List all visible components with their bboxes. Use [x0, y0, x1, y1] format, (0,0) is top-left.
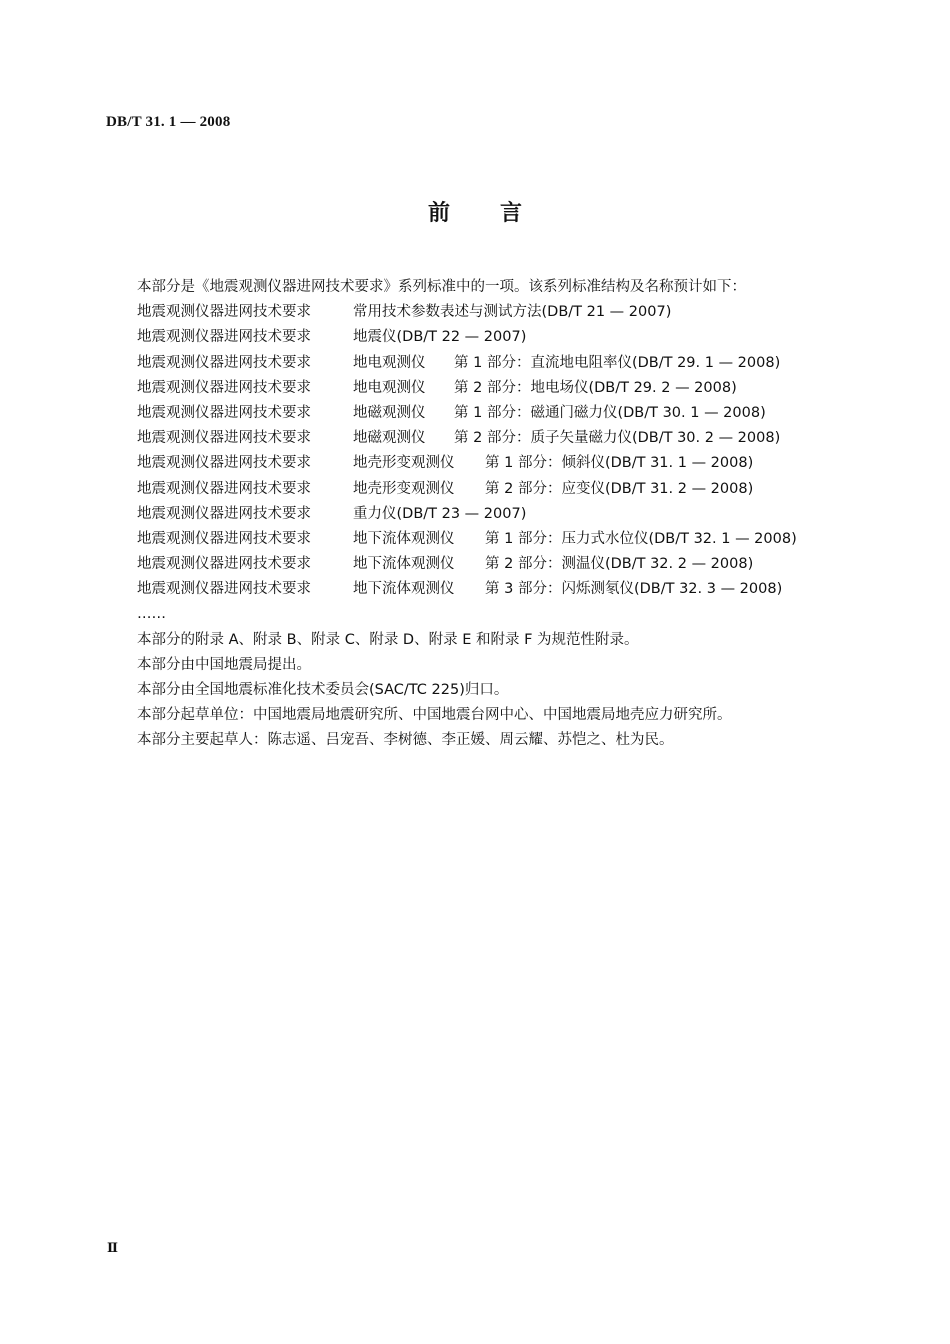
paragraph-committee: 本部分由全国地震标准化技术委员会(SAC/TC 225)归口。 [137, 682, 509, 698]
paragraph-proposer: 本部分由中国地震局提出。 [137, 656, 311, 673]
series-main-title: 地震观测仪器进网技术要求 [137, 304, 311, 321]
series-main-title: 地震观测仪器进网技术要求 [137, 404, 311, 421]
series-item [137, 577, 857, 602]
intro-paragraph: 本部分是《地震观测仪器进网技术要求》系列标准中的一项。该系列标准结构及名称预计如下： [137, 279, 746, 295]
series-item [137, 477, 857, 502]
series-item [137, 325, 857, 350]
series-item [137, 552, 857, 577]
series-category: 地下流体观测仪 [353, 530, 455, 547]
series-item [137, 527, 857, 552]
series-part: 第 1 部分：压力式水位仪(DB/T 32. 1 — 2008) [485, 530, 797, 547]
series-item [137, 401, 857, 426]
foreword-body [137, 275, 857, 754]
series-part: 第 2 部分：质子矢量磁力仪(DB/T 30. 2 — 2008) [454, 430, 781, 447]
series-main-title: 地震观测仪器进网技术要求 [137, 354, 311, 371]
series-category: 地电观测仪 [353, 379, 426, 396]
series-main-title: 地震观测仪器进网技术要求 [137, 581, 311, 598]
series-part: 第 2 部分：地电场仪(DB/T 29. 2 — 2008) [454, 379, 737, 396]
series-main-title: 地震观测仪器进网技术要求 [137, 480, 311, 497]
series-category: 地壳形变观测仪 [353, 455, 455, 472]
series-category: 地壳形变观测仪 [353, 480, 455, 497]
series-category: 地下流体观测仪 [353, 556, 455, 573]
series-part: 第 1 部分：直流地电阻率仪(DB/T 29. 1 — 2008) [454, 354, 781, 371]
paragraph-annex: 本部分的附录 A、附录 B、附录 C、附录 D、附录 E 和附录 F 为规范性附录。 [137, 631, 639, 648]
series-category: 地电观测仪 [353, 354, 426, 371]
series-main-title: 地震观测仪器进网技术要求 [137, 379, 311, 396]
series-item [137, 451, 857, 476]
page-title: 前言 [427, 201, 572, 226]
series-ellipsis: …… [137, 606, 166, 623]
page-number: Ⅱ [107, 1240, 118, 1255]
series-category: 常用技术参数表述与测试方法(DB/T 21 — 2007) [353, 304, 672, 321]
series-main-title: 地震观测仪器进网技术要求 [137, 556, 311, 573]
series-main-title: 地震观测仪器进网技术要求 [137, 530, 311, 547]
series-main-title: 地震观测仪器进网技术要求 [137, 430, 311, 447]
series-part: 第 1 部分：倾斜仪(DB/T 31. 1 — 2008) [485, 455, 754, 472]
series-category: 重力仪(DB/T 23 — 2007) [353, 505, 527, 522]
series-category: 地下流体观测仪 [353, 581, 455, 598]
series-part: 第 3 部分：闪烁测氡仪(DB/T 32. 3 — 2008) [485, 581, 783, 598]
paragraph-drafters: 本部分主要起草人：陈志遥、吕宠吾、李树德、李正媛、周云耀、苏恺之、杜为民。 [137, 732, 674, 749]
series-part: 第 1 部分：磁通门磁力仪(DB/T 30. 1 — 2008) [454, 404, 766, 421]
series-item [137, 300, 857, 325]
series-category: 地磁观测仪 [353, 404, 426, 421]
paragraph-drafting-units: 本部分起草单位：中国地震局地震研究所、中国地震台网中心、中国地震局地壳应力研究所。 [137, 707, 732, 724]
series-item [137, 376, 857, 401]
series-category: 地磁观测仪 [353, 430, 426, 447]
series-main-title: 地震观测仪器进网技术要求 [137, 329, 311, 346]
series-main-title: 地震观测仪器进网技术要求 [137, 505, 311, 522]
series-part: 第 2 部分：测温仪(DB/T 32. 2 — 2008) [485, 556, 754, 573]
series-item [137, 426, 857, 451]
series-item [137, 502, 857, 527]
series-item [137, 351, 857, 376]
document-code: DB/T 31. 1 — 2008 [106, 114, 231, 130]
series-category: 地震仪(DB/T 22 — 2007) [353, 329, 527, 346]
series-part: 第 2 部分：应变仪(DB/T 31. 2 — 2008) [485, 480, 754, 497]
series-main-title: 地震观测仪器进网技术要求 [137, 455, 311, 472]
